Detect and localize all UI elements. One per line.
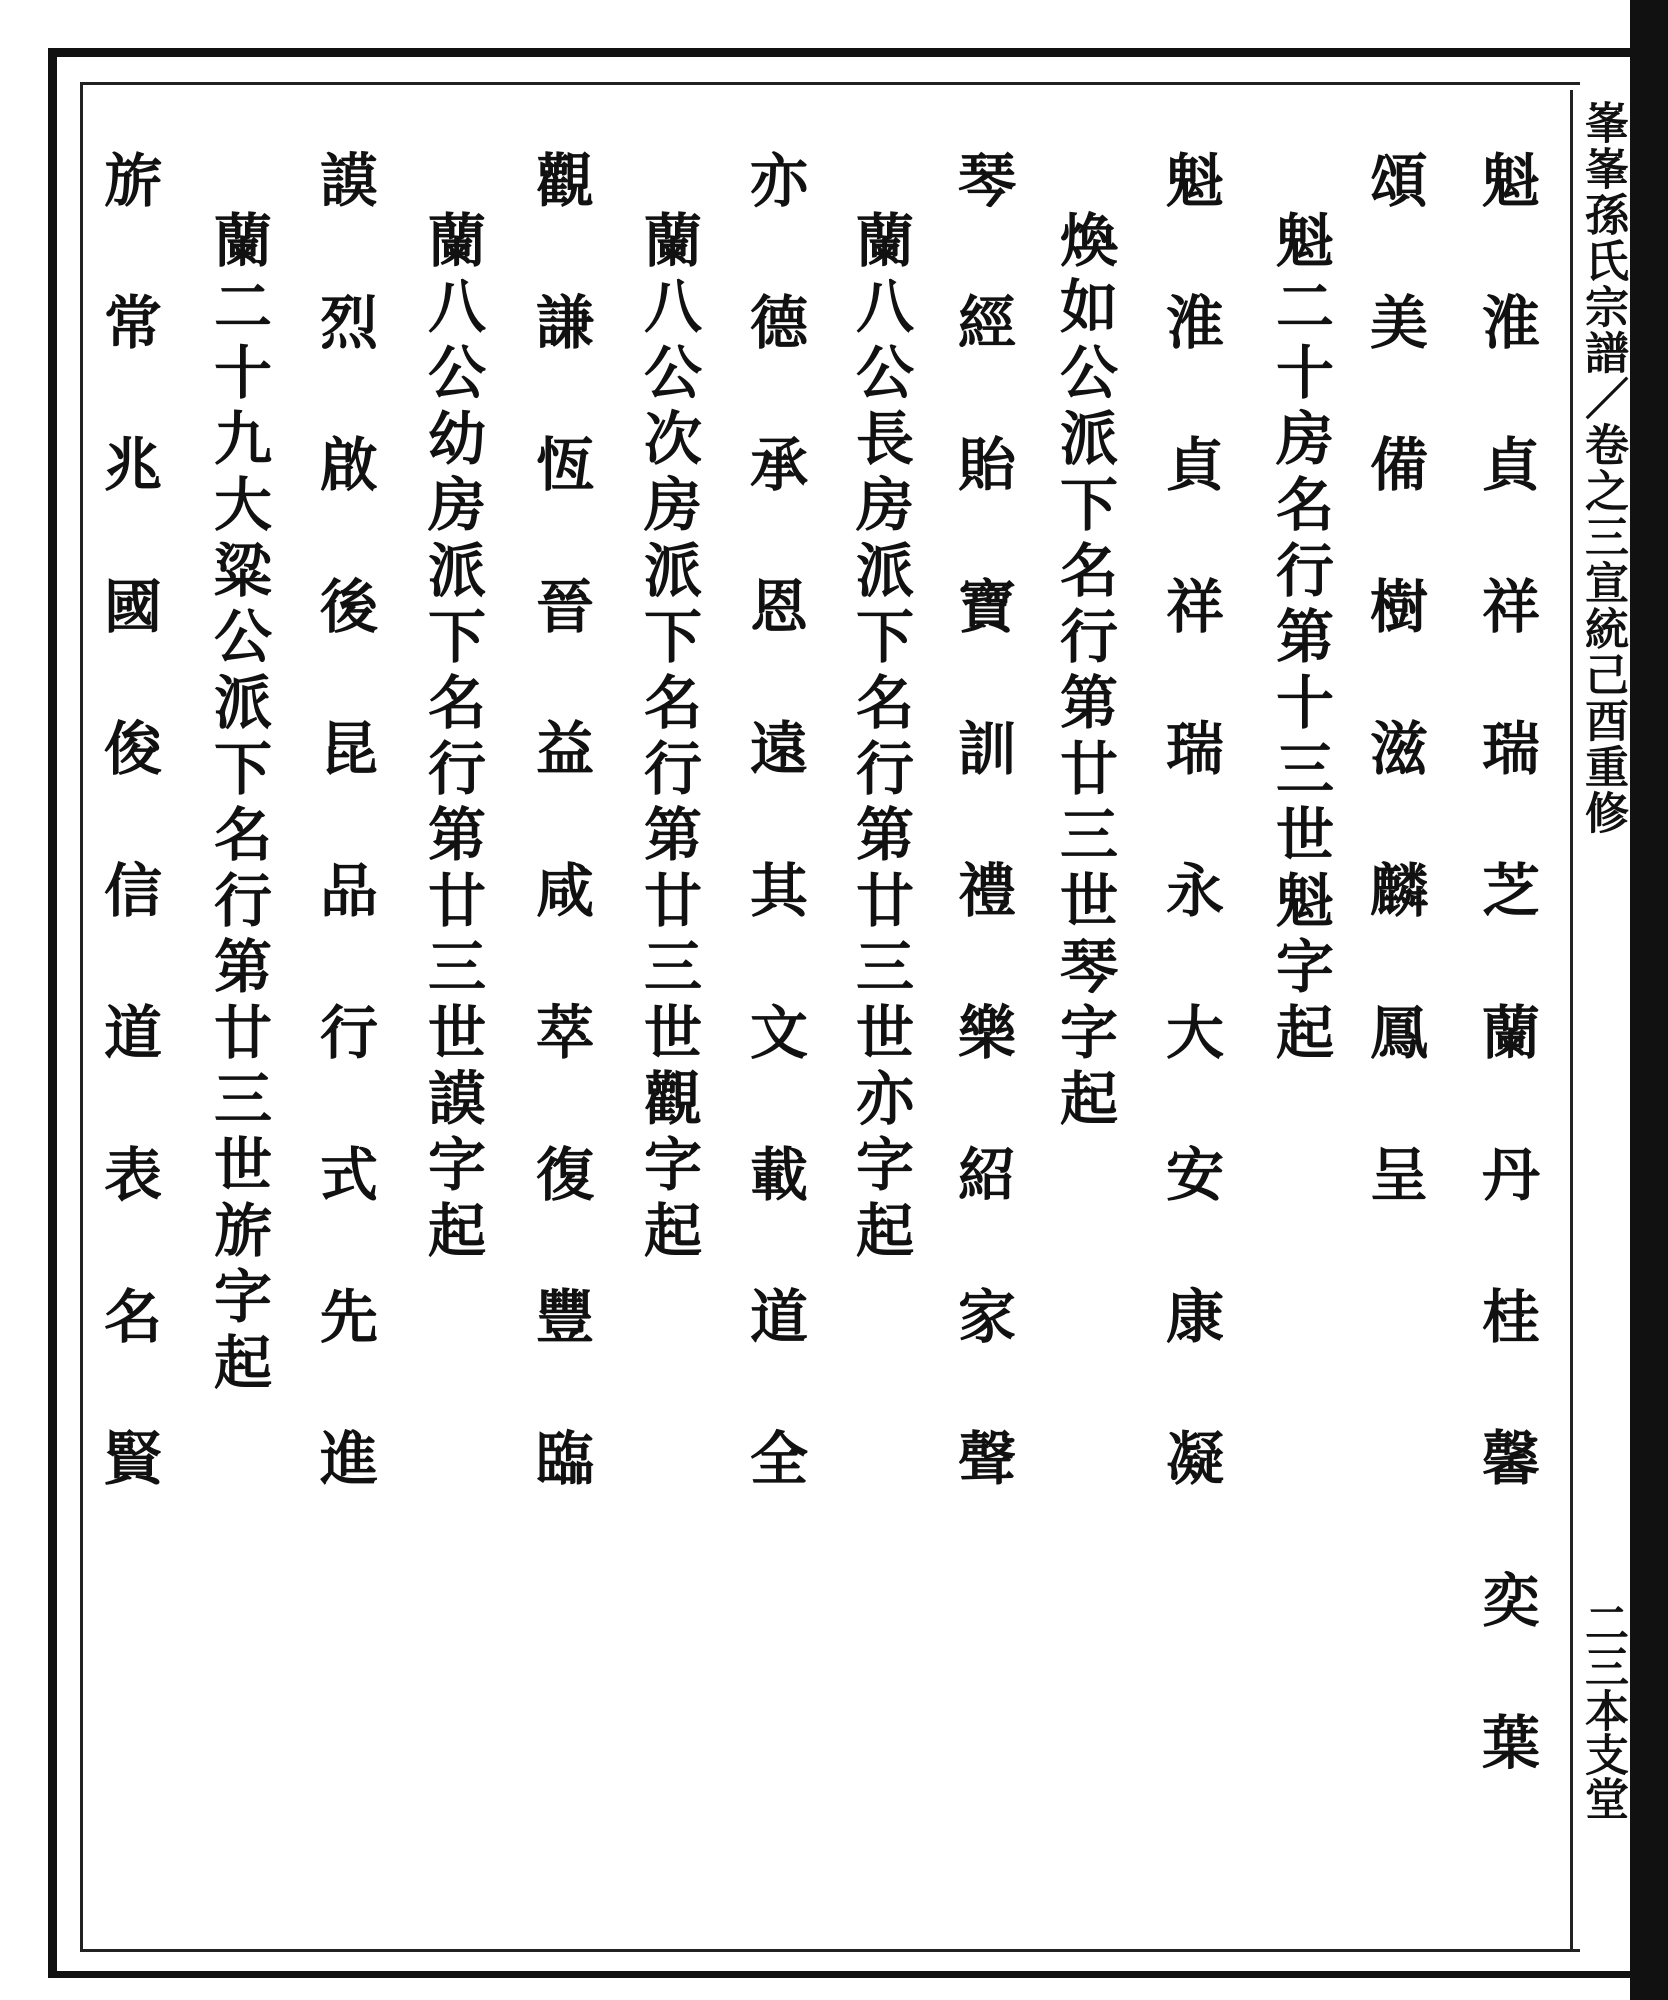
- text-column-8: 亦德承恩遠其文載道全: [740, 150, 808, 1570]
- text-column-5: 煥如公派下名行第廿三世琴字起: [1050, 210, 1118, 1134]
- text-column-12: 謨烈啟後昆品行式先進: [310, 150, 378, 1570]
- fold-edge: [1630, 0, 1668, 2000]
- text-column-14: 旂常兆國俊信道表名賢: [94, 150, 162, 1570]
- text-column-4: 魁淮貞祥瑞永大安康凝: [1156, 150, 1224, 1570]
- text-column-11: 蘭八公幼房派下名行第廿三世謨字起: [418, 210, 486, 1266]
- text-column-1: 魁淮貞祥瑞芝蘭丹桂馨奕葉: [1472, 150, 1540, 1854]
- text-column-3: 魁二十房名行第十三世魁字起: [1266, 210, 1334, 1068]
- text-column-6: 琴經貽寶訓禮樂紹家聲: [948, 150, 1016, 1570]
- text-column-10: 觀謙恆晉益咸萃復豐臨: [526, 150, 594, 1570]
- text-column-2: 頌美備樹滋麟鳳呈: [1360, 150, 1428, 1286]
- text-column-7: 蘭八公長房派下名行第廿三世亦字起: [846, 210, 914, 1266]
- margin-book-title: 峯峯孫氏宗譜／卷之三宣統己酉重修: [1577, 100, 1628, 836]
- text-column-9: 蘭八公次房派下名行第廿三世觀字起: [634, 210, 702, 1266]
- inner-border: [80, 82, 1580, 1952]
- margin-page-label: 二三本支堂: [1577, 1600, 1628, 1820]
- text-column-13: 蘭二十九大粱公派下名行第廿三世旂字起: [204, 210, 272, 1398]
- margin-divider: [1570, 90, 1573, 1950]
